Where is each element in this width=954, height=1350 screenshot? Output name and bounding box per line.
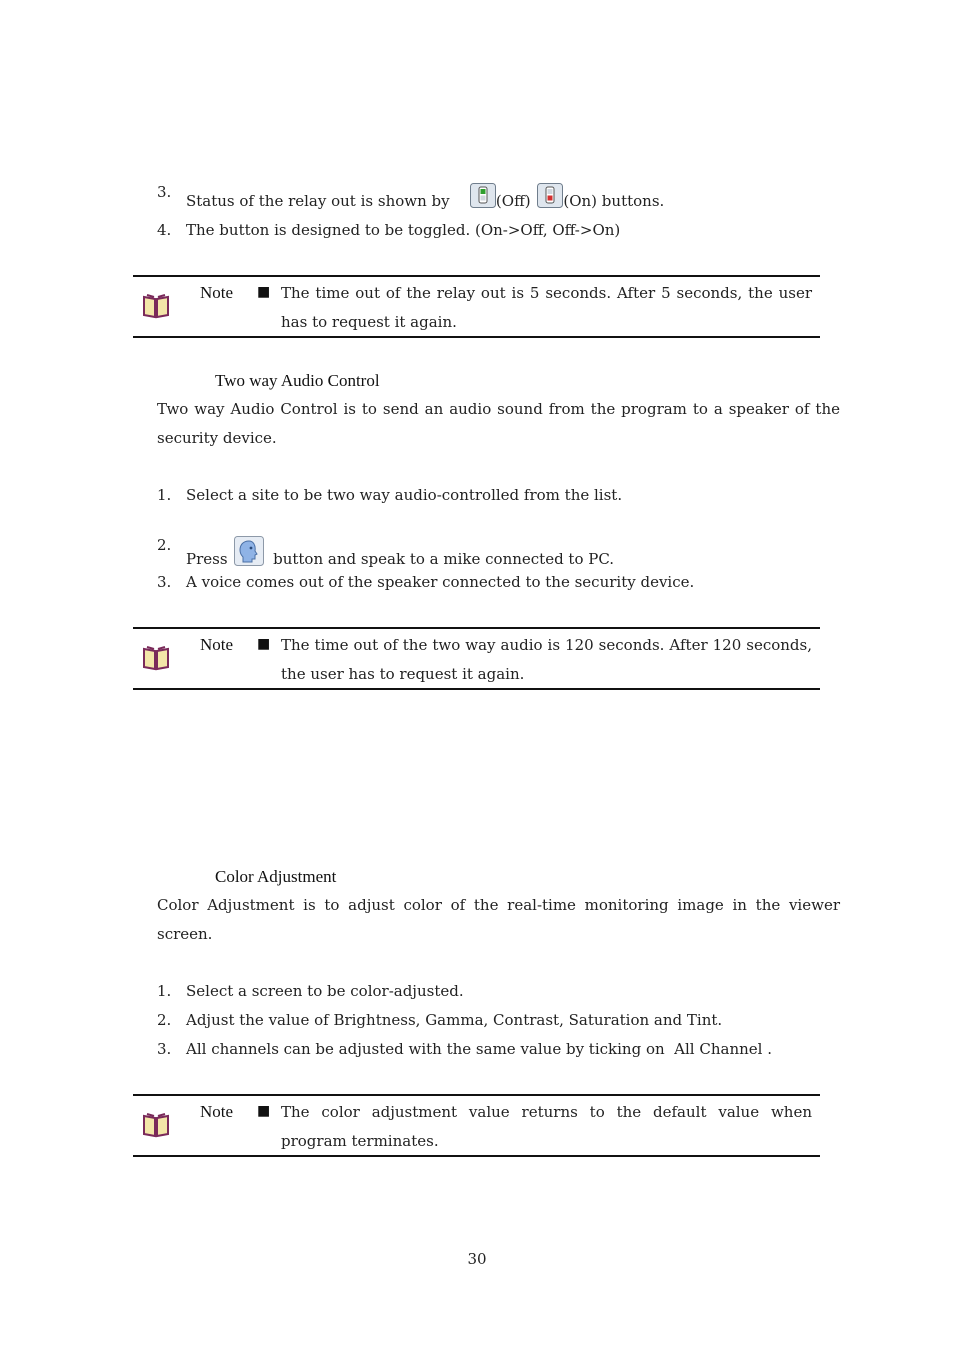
section-heading-color: Color Adjustment <box>215 867 337 886</box>
section-heading-audio: Two way Audio Control <box>215 371 380 390</box>
note-bullet: ■ <box>257 636 271 652</box>
note-text: The time out of the two way audio is 120 seconds. After 120 seconds, the user has to request it again. <box>281 636 812 683</box>
note-text: The color adjustment value returns to the default value when program terminates. <box>281 1103 812 1150</box>
book-icon <box>142 1112 170 1138</box>
note-label: Note <box>200 1102 234 1121</box>
note-label: Note <box>200 635 234 654</box>
note-box-color <box>133 1094 820 1157</box>
list-item-voice: A voice comes out of the speaker connected to the security device. <box>186 573 695 591</box>
list-item-all-channel: All channels can be adjusted with the same value by ticking on All Channel . <box>186 1040 772 1058</box>
list-number: 1. <box>157 982 172 1000</box>
page-number: 30 <box>467 1250 487 1268</box>
list-number: 3. <box>157 183 172 201</box>
list-number: 3. <box>157 1040 172 1058</box>
list-number: 2. <box>157 1011 172 1029</box>
relay-off-icon <box>470 183 496 212</box>
note-box-audio <box>133 627 820 690</box>
list-item-press-button: Press button and speak to a mike connected to PC. <box>186 536 614 570</box>
note-bullet: ■ <box>257 284 271 300</box>
book-icon <box>142 645 170 671</box>
note-bullet: ■ <box>257 1103 271 1119</box>
list-number: 1. <box>157 486 172 504</box>
list-item-relay-status: Status of the relay out is shown by (Off) (On) buttons. <box>186 183 664 212</box>
section-intro-color: Color Adjustment is to adjust color of the real-time monitoring image in the viewer screen. <box>157 896 840 943</box>
book-icon <box>142 293 170 319</box>
note-box-relay <box>133 275 820 338</box>
list-item-select-site: Select a site to be two way audio-controlled from the list. <box>186 486 623 504</box>
list-item-adjust-values: Adjust the value of Brightness, Gamma, Contrast, Saturation and Tint. <box>186 1011 723 1029</box>
list-item-toggle: The button is designed to be toggled. (On->Off, Off->On) <box>186 221 621 239</box>
list-number: 2. <box>157 536 172 554</box>
list-number: 4. <box>157 221 172 239</box>
speaking-head-icon <box>234 536 264 570</box>
relay-on-icon <box>537 183 563 212</box>
list-item-select-screen: Select a screen to be color-adjusted. <box>186 982 464 1000</box>
section-intro-audio: Two way Audio Control is to send an audio sound from the program to a speaker of the security device. <box>157 400 840 447</box>
note-text: The time out of the relay out is 5 seconds. After 5 seconds, the user has to request it again. <box>281 284 812 331</box>
list-number: 3. <box>157 573 172 591</box>
note-label: Note <box>200 283 234 302</box>
